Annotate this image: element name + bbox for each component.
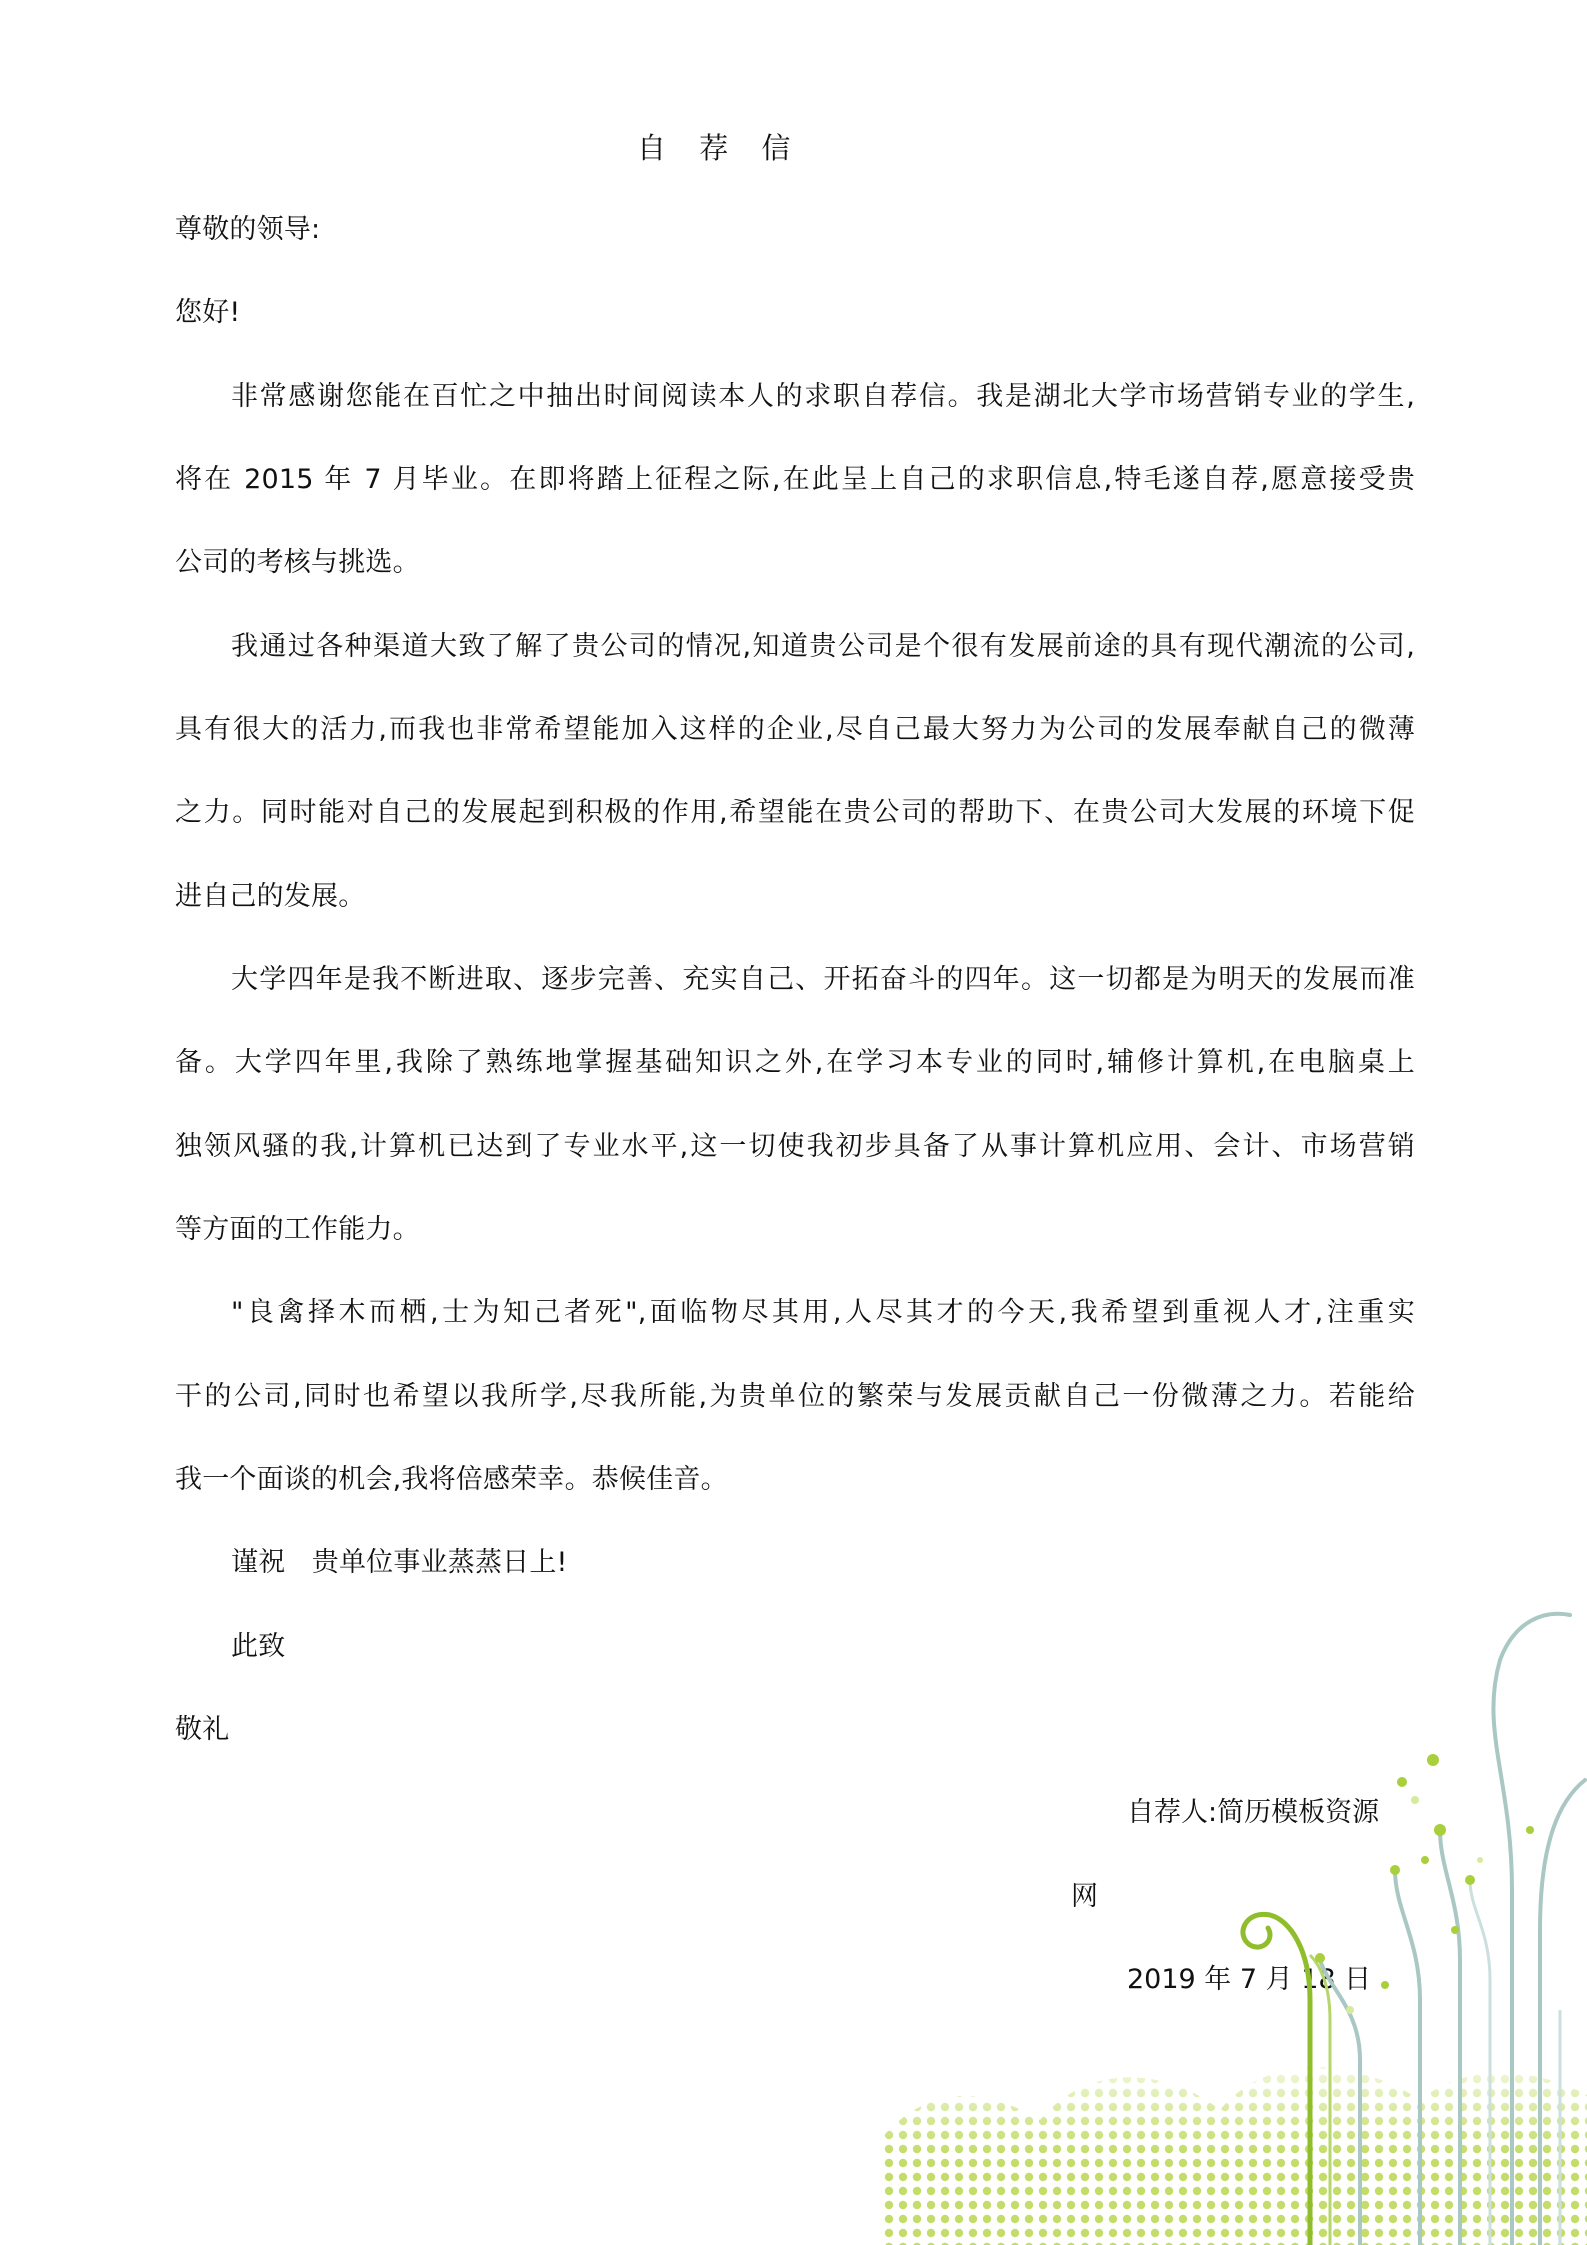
body-line: 非常感谢您能在百忙之中抽出时间阅读本人的求职自荐信。我是湖北大学市场营销专业的学生, [231, 381, 1415, 412]
date-line: 2019 年 7 月 18 日 [1127, 1964, 1372, 1995]
signature-line-1: 自荐人:简历模板资源 [1127, 1797, 1380, 1828]
body-line: 备。大学四年里,我除了熟练地掌握基础知识之外,在学习本专业的同时,辅修计算机,在电脑桌上 [175, 1047, 1415, 1078]
plant-stems [1320, 1614, 1585, 2245]
body-line: 公司的考核与挑选。 [175, 547, 420, 578]
plant-stems-light [1470, 1880, 1560, 2245]
closing-line-2: 敬礼 [175, 1714, 230, 1745]
wishes-line: 谨祝 贵单位事业蒸蒸日上! [231, 1547, 568, 1578]
body-line: 之力。同时能对自己的发展起到积极的作用,希望能在贵公司的帮助下、在贵公司大发展的环境下促 [175, 797, 1415, 828]
body-line: 独领风骚的我,计算机已达到了专业水平,这一切使我初步具备了从事计算机应用、会计、市场营销 [175, 1131, 1415, 1162]
body-line: 我一个面谈的机会,我将倍感荣幸。恭候佳音。 [175, 1464, 728, 1495]
salutation: 尊敬的领导: [175, 214, 321, 245]
greeting: 您好! [175, 297, 241, 328]
dotted-hill [880, 2040, 1587, 2245]
plant-buds [1315, 1754, 1534, 1989]
closing-line-1: 此致 [231, 1631, 286, 1662]
letter-title: 自 荐 信 [637, 131, 803, 165]
body-line: "良禽择木而栖,士为知己者死",面临物尽其用,人尽其才的今天,我希望到重视人才,注重实 [231, 1297, 1415, 1328]
body-line: 进自己的发展。 [175, 881, 366, 912]
body-line: 大学四年是我不断进取、逐步完善、充实自己、开拓奋斗的四年。这一切都是为明天的发展而准 [231, 964, 1415, 995]
body-line: 干的公司,同时也希望以我所学,尽我所能,为贵单位的繁荣与发展贡献自己一份微薄之力。若能给 [175, 1381, 1415, 1412]
signature-line-2: 网 [1071, 1881, 1098, 1912]
body-line: 我通过各种渠道大致了解了贵公司的情况,知道贵公司是个很有发展前途的具有现代潮流的公司, [231, 631, 1415, 662]
body-line: 具有很大的活力,而我也非常希望能加入这样的企业,尽自己最大努力为公司的发展奉献自己的微薄 [175, 714, 1415, 745]
body-line: 将在 2015 年 7 月毕业。在即将踏上征程之际,在此呈上自己的求职信息,特毛遂自荐,愿意接受贵 [175, 464, 1415, 495]
body-line: 等方面的工作能力。 [175, 1214, 420, 1245]
